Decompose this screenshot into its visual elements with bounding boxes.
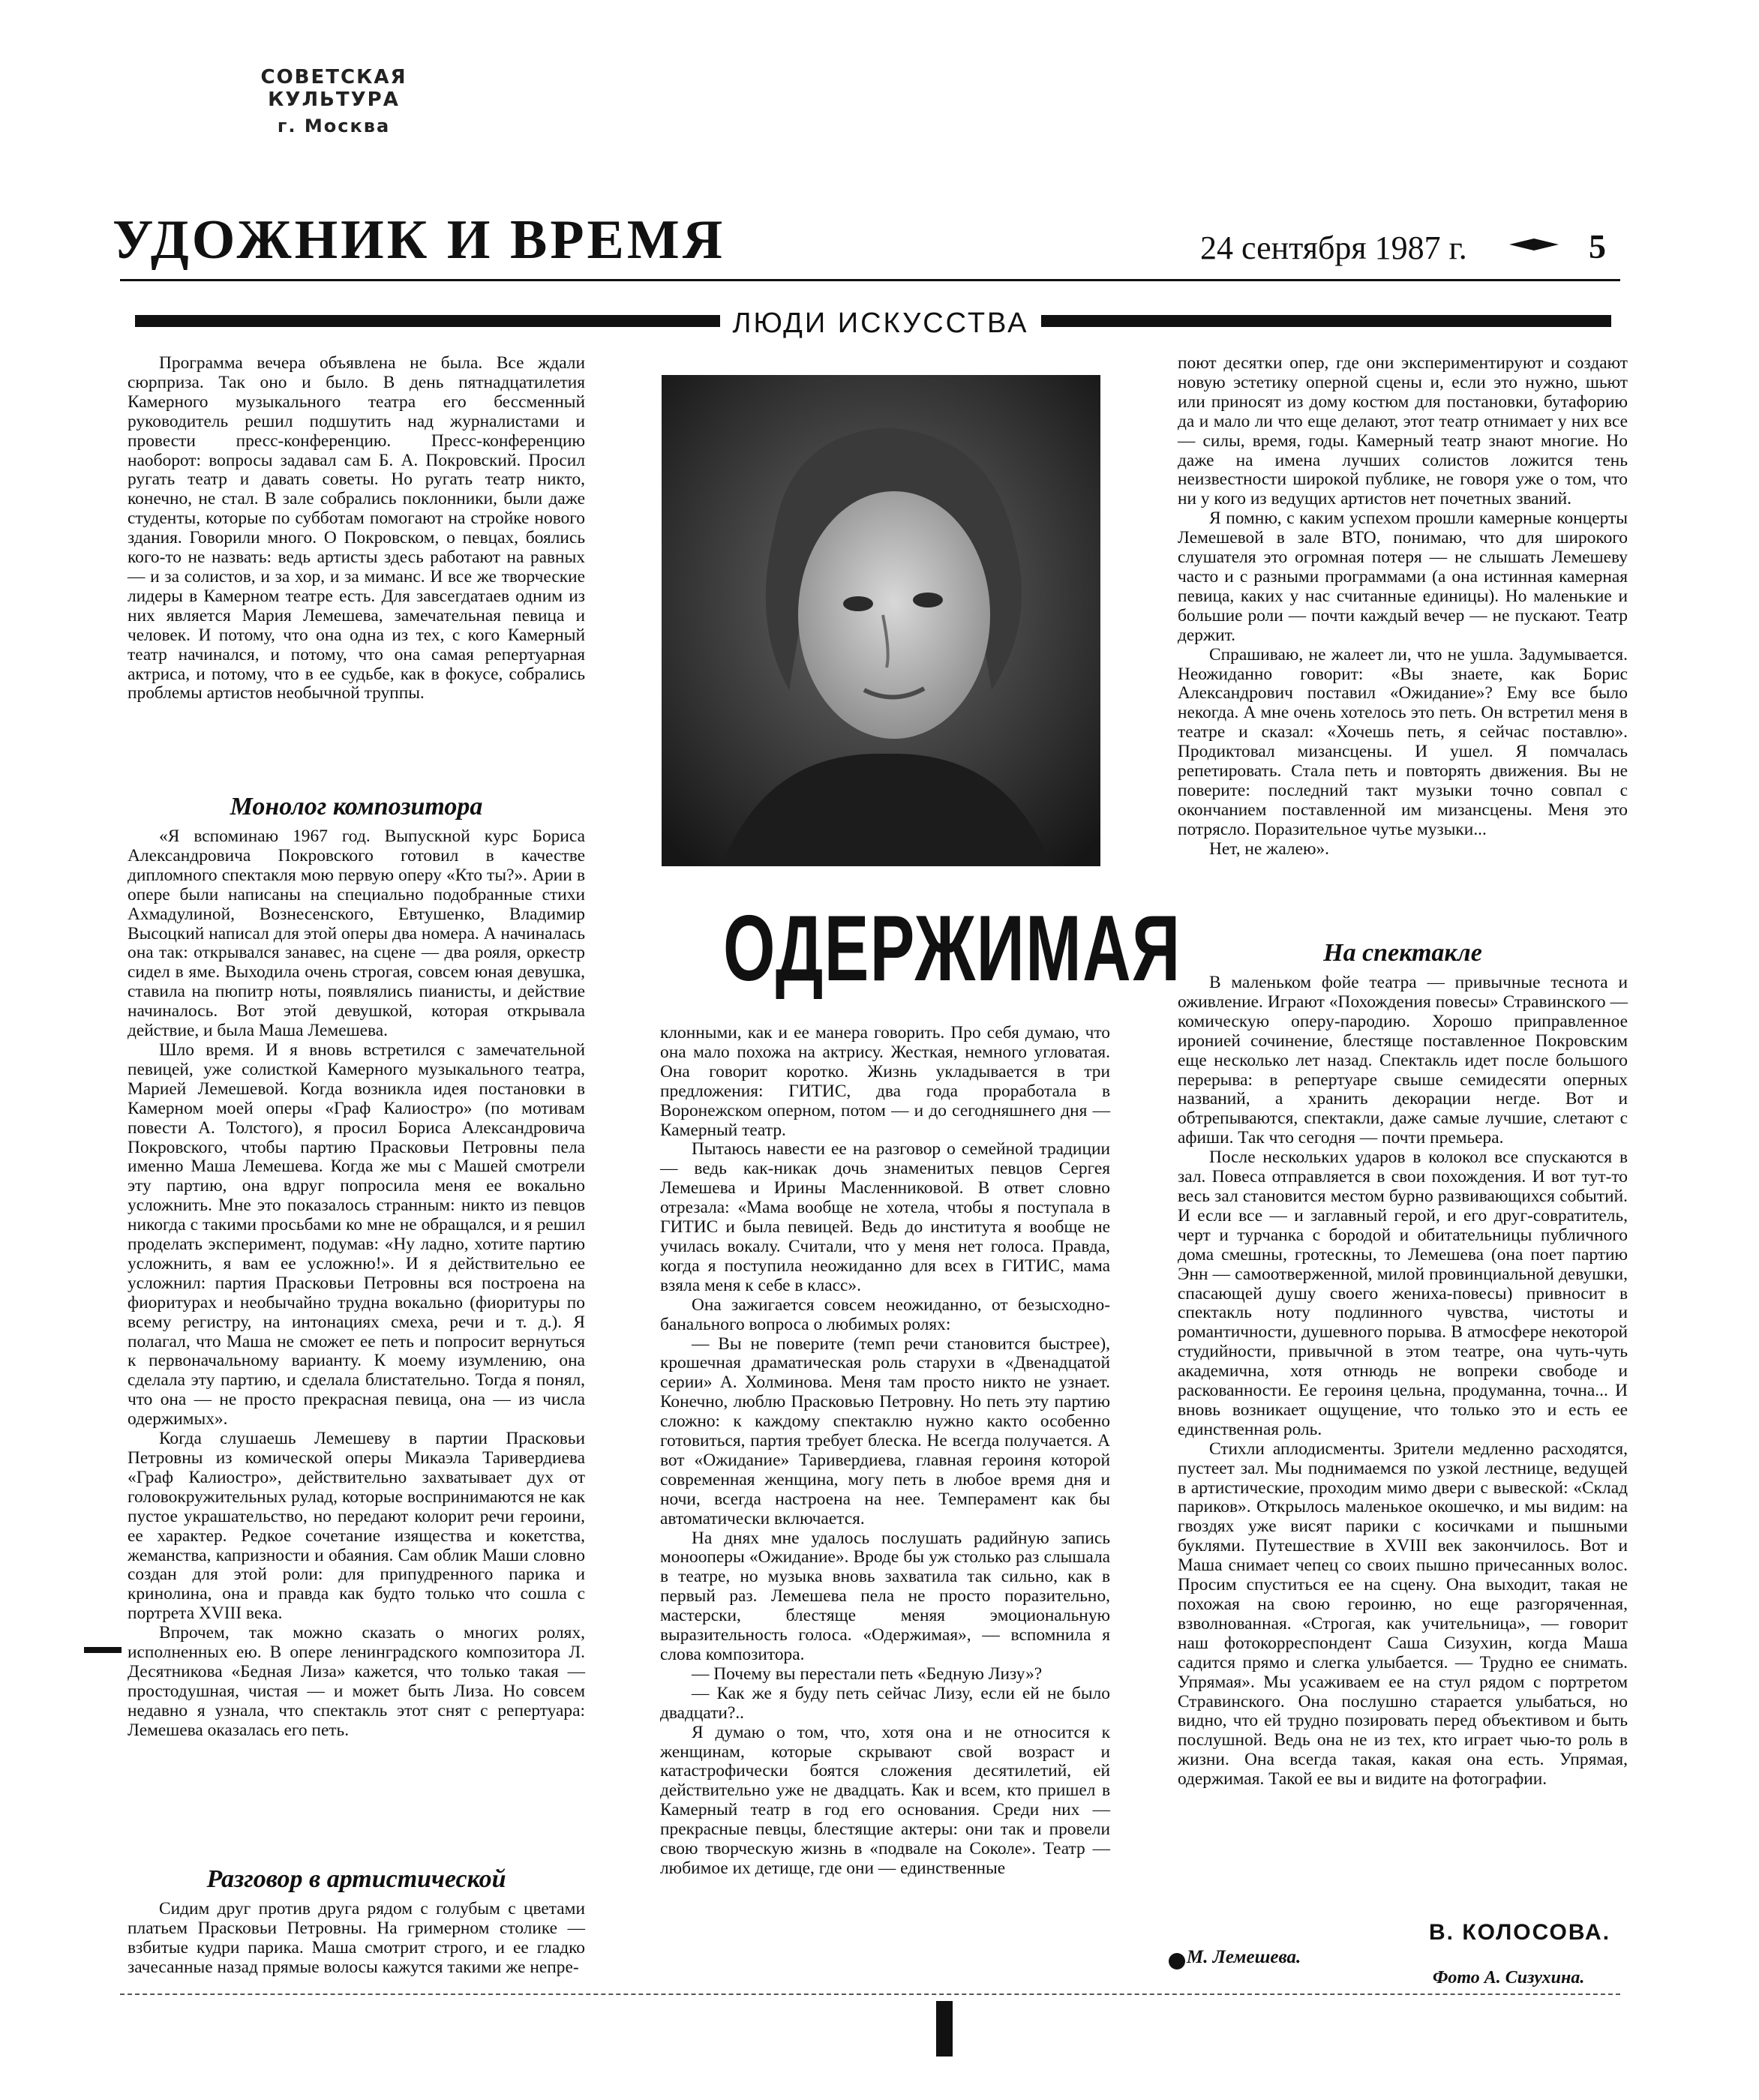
paragraph: Стихли аплодисменты. Зрители медленно расходятся, пустеет зал. Мы поднимаемся по узкой лестнице, ведущей в артистические, проходим мимо двери с вывеской: «Склад париков». Открылось маленькое окошечко, и мы видим: на гвоздях уже висят парики с косичками и пышными буклями. Путешествие в XVIII век закончилось. Вот и Маша снимает чепец со своих пышно причесанных волос. Просим спуститься ее на сцену. Она выходит, такая не похожая на свою героиню, но еще разгоряченная, взволнованная. «Строгая, как учительница», — говорит наш фотокорреспондент Саша Сизухин, когда Маша садится прямо и слегка улыбается. — Трудно ее снимать. Упрямая». Мы усаживаем ее на стул рядом с портретом Стравинского. Она послушно старается улыбаться, но видно, что ей трудно позировать перед объективом и быть послушной. Ведь она не из тех, кто играет чью-то роль в жизни. Она всегда такая, какая она есть. Упрямая, одержимая. Такой ее вы и видите на фотографии. — [1178, 1438, 1628, 1790]
subheading-dressing-room: Разговор в артистической — [206, 1865, 506, 1893]
portrait-illustration — [662, 375, 1100, 866]
paragraph: поют десятки опер, где они экспериментируют и создают новую эстетику оперной сцены и, если это нужно, шьют или приносят из дому костюм для постановки, бутафорию да и мало ли что еще делают, этот театр отнимает у них все — силы, время, годы. Камерный театр знают многие. Но даже на имена лучших солистов ложится тень неизвестности широкой публике, не говоря уже о том, что ни у кого из ведущих артистов нет почетных званий. — [1178, 353, 1628, 509]
section-bar-right — [1041, 315, 1611, 327]
headline: ОДЕРЖИМАЯ — [723, 897, 1181, 1000]
issue-date: 24 сентября 1987 г. — [1200, 230, 1467, 266]
article-column-1 — [128, 784, 585, 1741]
library-stamp — [221, 66, 446, 136]
subheading-composer-monologue: Монолог композитора — [230, 793, 483, 820]
photo-credit: Фото А. Сизухина. — [1433, 1968, 1585, 1988]
paragraph: Когда слушаешь Лемешеву в партии Прасковьи Петровны из комической оперы Микаэла Таривердиева «Граф Калиостро», действительно захватывает дух от головокружительных рулад, которые воспринимаются не как пустое украшательство, но передают колорит речи героини, ее характер. Редкое сочетание изящества и кокетства, жеманства, капризности и обаяния. Сам облик Маши словно создан для этой роли: для припудренного парика и кринолина, она и правда как будто только что сошла с портрета XVIII века. — [128, 1429, 585, 1624]
paragraph: На днях мне удалось послушать радийную запись монооперы «Ожидание». Вроде бы уж столько раз слышала в театре, но музыка вновь захватила так сильно, как в первый раз. Лемешева пела не просто поразительно, мастерски, блестяще меняя эмоциональную выразительность голоса. «Одержимая», — вспомнила я слова композитора. — [660, 1528, 1110, 1664]
paragraph: Спрашиваю, не жалеет ли, что не ушла. Задумывается. Неожиданно говорит: «Вы знаете, как Борис Александрович поставил «Ожидание»? Ему все было некогда. А мне очень хотелось это петь. Он встретил меня в театре и сказал: «Хочешь петь, я сейчас поставлю». Продиктовал мизансцены. И ушел. Я помчалась репетировать. Стала петь и повторять движения. Вы не поверите: последний такт музыки точно совпал с окончанием поставленной им мизансцены. Меня это потрясло. Поразительное чутье музыки... — [1178, 644, 1628, 839]
paragraph: — Почему вы перестали петь «Бедную Лизу»? — [692, 1664, 1043, 1684]
paragraph: Я думаю о том, что, хотя она и не относится к женщинам, которые скрывают свой возраст и катастрофически боятся сложения десятилетий, ей действительно уже не двадцать. Как и всем, кто пришел в Камерный театр в год его основания. Среди них — прекрасные певцы, блестящие актеры: они так и провели свою творческую жизнь в «подвале на Соколе». Театр — любимое их детище, где они — единственные — [660, 1722, 1110, 1878]
stamp-line-2: г. Москва — [277, 116, 391, 136]
article-column-3-continued — [1178, 930, 1628, 1790]
diamond-ornament-icon — [1509, 238, 1559, 250]
article-column-1-intro — [128, 354, 585, 704]
author-byline: В. КОЛОСОВА. — [1429, 1920, 1611, 1945]
paragraph: клонными, как и ее манера говорить. Про себя думаю, что она мало похожа на актрису. Жесткая, немного угловатая. Она говорит коротко. Жизнь укладывается в три предложения: ГИТИС, два года проработала в Воронежском оперном, потом — и до сегодняшнего дня — Камерный театр. — [660, 1023, 1110, 1140]
paragraph: Шло время. И я вновь встретился с замечательной певицей, уже солисткой Камерного музыкального театра, Марией Лемешевой. Когда возникла идея постановки в Камерном моей оперы «Граф Калиостро» (по мотивам повести А. Толстого), я просил Бориса Александровича Покровского, чтобы партию Прасковьи Петровны пела именно Маша Лемешева. Когда же мы с Машей смотрели эту партию, она вдруг попросила меня ее вокально усложнить. Мне это показалось странным: никто из певцов никогда с такими просьбами ко мне не обращался, и я решил проделать эксперимент, подумав: «Ну ладно, хотите партию усложнить, я вам ее усложню!». И я действительно ее усложнил: партия Прасковьи Петровны вся построена на фиоритурах и необычайно трудна вокально (фиоритуры по всему регистру, на интонациях смеха, речи и т. д.). Я полагал, что Маша не сможет ее петь и попросит вернуться к первоначальному варианту. К моему изумлению, она сделала эту партию, и сделала блистательно. Тогда я понял, что она — не просто прекрасная певица, она — из числа одержимых». — [128, 1040, 585, 1430]
paragraph: Я помню, с каким успехом прошли камерные концерты Лемешевой в зале ВТО, понимаю, что для широкого слушателя это огромная потеря — не слышать Лемешеву часто и с разными программами (а она истинная камерная певица, каких у нас считанные единицы). Но маленькие и большие роли — почти каждый вечер — не пускают. Театр держит. — [1178, 508, 1628, 645]
paragraph: — Вы не поверите (темп речи становится быстрее), крошечная драматическая роль старухи в «Двенадцатой серии» А. Холминова. Меня там просто никто не узнает. Конечно, люблю Прасковью Петровну. Но петь эту партию сложно: к каждому спектаклю нужно както особенно готовиться, партия требует блеска. Не всегда получается. А вот «Ожидание» Таривердиева, главная героиня которой современная женщина, могу петь в любое время дня и ночи, всегда настроена на нее. Темперамент как бы автоматически включается. — [660, 1334, 1110, 1528]
article-column-2 — [660, 1024, 1110, 1879]
section-bar-left — [135, 315, 720, 327]
bottom-dashed-rule — [120, 1994, 1620, 1996]
portrait-photo — [662, 375, 1100, 866]
paragraph: «Я вспоминаю 1967 год. Выпускной курс Бориса Александровича Покровского готовил в качестве дипломного спектакля мою первую оперу «Кто ты?». Арии в опере были написаны на специально подобранные стихи Ахмадулиной, Вознесенского, Евтушенко, Владимир Высоцкий написал для этой оперы два номера. А начиналась она так: открывался занавес, на сцене — два рояля, оркестр сидел в яме. Выходила очень строгая, совсем юная девушка, ставила на пюпитр ноты, появлялись пианисты, и действие начиналось. Вот этой девушкой, которая открывала действие, и была Маша Лемешева. — [128, 826, 585, 1041]
paragraph: Впрочем, так можно сказать о многих ролях, исполненных ею. В опере ленинградского композитора Л. Десятникова «Бедная Лиза» кажется, что только такая — простодушная, чистая — и может быть Лиза. Но совсем недавно я узнала, что спектакль этот снят с репертуара: Лемешева оказалась его петь. — [128, 1623, 585, 1740]
paragraph: После нескольких ударов в колокол все спускаются в зал. Повеса отправляется в свои похождения. И вот тут-то весь зал становится местом бурно развивающихся событий. И если все — и заглавный герой, и его друг-совратитель, черт и турчанка с бородой и обитательницы публичного дома смешны, гротескны, то Лемешева (она поет партию Энн — самоотверженной, милой провинциальной девушки, спасающей душу своего жениха-повесы) привносит в спектакль ноту подлинного чувства, чистоты и романтичности, душевного порыва. В атмосфере некоторой студийности, привычной в этом театре, она чуть-чуть академична, хотя отнюдь не вопреки свободе и раскованности. Ее героиня цельна, продуманна, точна... И вновь возникает ощущение, что только это и есть ее единственная роль. — [1178, 1148, 1628, 1439]
margin-mark — [84, 1647, 122, 1653]
masthead-title: УДОЖНИК И ВРЕМЯ — [113, 209, 726, 271]
section-title: ЛЮДИ ИСКУССТВА — [732, 308, 1029, 339]
paragraph: Сидим друг против друга рядом с голубым с цветами платьем Прасковьи Петровны. На гримерном столике — взбитые кудри парика. Маша смотрит строго, и ее гладко зачесанные назад прямые волосы кажутся такими же непре- — [128, 1899, 585, 1977]
paragraph: Она зажигается совсем неожиданно, от безысходно-банального вопроса о любимых ролях: — [660, 1294, 1110, 1334]
paragraph: Пытаюсь навести ее на разговор о семейной традиции — ведь как-никак дочь знаменитых певцов Сергея Лемешева и Ирины Масленниковой. В ответ словно отрезала: «Мама вообще не хотела, чтобы я поступала в ГИТИС и была певицей. Ведь до института я вообще не училась вокалу. Считали, что у меня нет голоса. Правда, когда я поступила неожиданно для всех в ГИТИС, мама взяла меня к себе в класс». — [660, 1139, 1110, 1295]
article-column-1-end — [128, 1856, 585, 1978]
masthead-rule — [120, 279, 1620, 281]
photo-caption: М. Лемешева. — [1187, 1947, 1301, 1967]
paragraph: В маленьком фойе театра — привычные теснота и оживление. Играют «Похождения повесы» Стравинского — комическую оперу-пародию. Хорошо приправленное иронией сочинение, блестяще поставленное Покровским еще несколько лет назад. Спектакль идет после большого перерыва: в репертуаре свыше семидесяти оперных названий, а хранить декорации негде. Вот и обтрепываются, спектакли, даже самые лучшие, слетают с афиши. Так что сегодня — почти премьера. — [1178, 973, 1628, 1148]
subheading-at-the-performance: На спектакле — [1323, 939, 1482, 967]
article-column-3 — [1178, 354, 1628, 860]
paragraph: Нет, не жалею». — [1209, 838, 1329, 859]
bottom-column-divider — [936, 2001, 953, 2056]
page-number: 5 — [1589, 227, 1606, 266]
bullet-icon — [1169, 1953, 1185, 1970]
stamp-line-1: СОВЕТСКАЯ КУЛЬТУРА — [260, 66, 407, 111]
paragraph: — Как же я буду петь сейчас Лизу, если ей не было двадцати?.. — [660, 1683, 1110, 1723]
paragraph: Программа вечера объявлена не была. Все ждали сюрприза. Так оно и было. В день пятнадцатилетия Камерного музыкального театра его бессменный руководитель решил подшутить над журналистами и провести пресс-конференцию. Пресс-конференцию наоборот: вопросы задавал сам Б. А. Покровский. Просил ругать театр и давать советы. Но ругать театр никто, конечно, не стал. В зале собрались поклонники, были даже студенты, которые по субботам помогают на стройке нового здания. Говорили много. О Покровском, о певцах, боялись кого-то не назвать: ведь артисты здесь работают на равных — и за солистов, и за хор, и за миманс. И все же творческие лидеры в Камерном театре есть. Для завсегдатаев одним из них является Мария Лемешева, замечательная певица и человек. И потому, что она одна из тех, с кого Камерный театр начинался, и потому, что она самая репертуарная актриса, и потому, что в ее судьбе, как в фокусе, собрались проблемы артистов необычной труппы. — [128, 353, 585, 704]
